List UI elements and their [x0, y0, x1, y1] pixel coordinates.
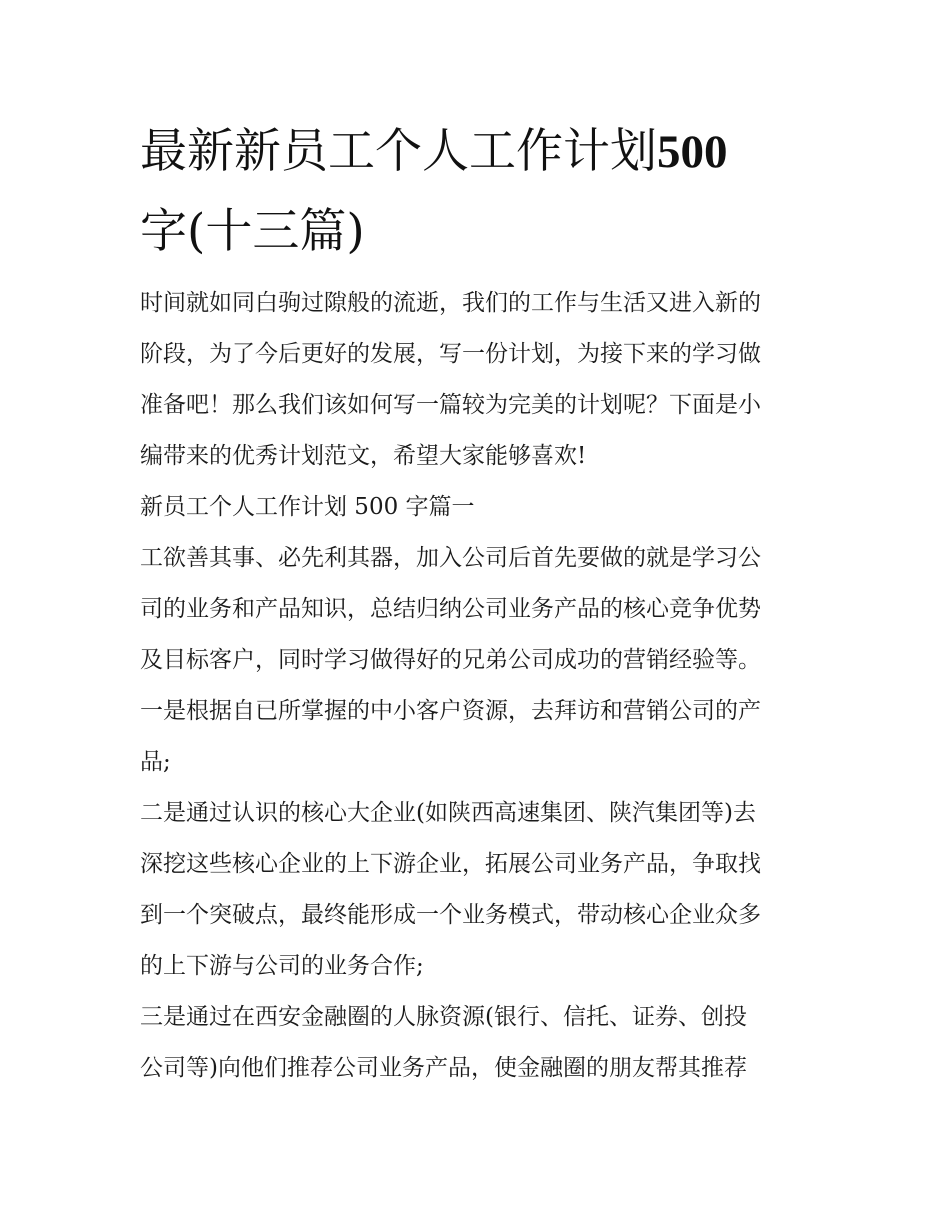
body-paragraph-2: 一是根据自已所掌握的中小客户资源，去拜访和营销公司的产 品;	[140, 698, 761, 775]
body-paragraph-1: 工欲善其事、必先利其器，加入公司后首先要做的就是学习公 司的业务和产品知识，总结归纳公司业务产品的核心竞争优势 及目标客户，同时学习做得好的兄弟公司成功的营销经验等。	[140, 545, 761, 673]
title-number: 500	[657, 126, 728, 178]
document-body	[140, 278, 830, 1094]
document-title	[140, 112, 820, 272]
intro-paragraph: 时间就如同白驹过隙般的流逝，我们的工作与生活又进入新的 阶段，为了今后更好的发展，写一份计划，为接下来的学习做 准备吧！那么我们该如何写一篇较为完美的计划呢？下面是小 编带来的优秀计划范文，希望大家能够喜欢!	[140, 290, 761, 469]
body-paragraph-3: 二是通过认识的核心大企业(如陕西高速集团、陕汽集团等)去 深挖这些核心企业的上下游企业，拓展公司业务产品，争取找 到一个突破点，最终能形成一个业务模式，带动核心企业众多 的上下游与公司的业务合作;	[140, 800, 761, 979]
title-text-line2: 字(十三篇)	[140, 204, 365, 259]
body-paragraph-4: 三是通过在西安金融圈的人脉资源(银行、信托、证券、创投 公司等)向他们推荐公司业务产品，使金融圈的朋友帮其推荐	[140, 1004, 747, 1081]
title-text: 最新新员工个人工作计划	[140, 124, 657, 179]
section-heading: 新员工个人工作计划 500 字篇一	[140, 494, 475, 520]
